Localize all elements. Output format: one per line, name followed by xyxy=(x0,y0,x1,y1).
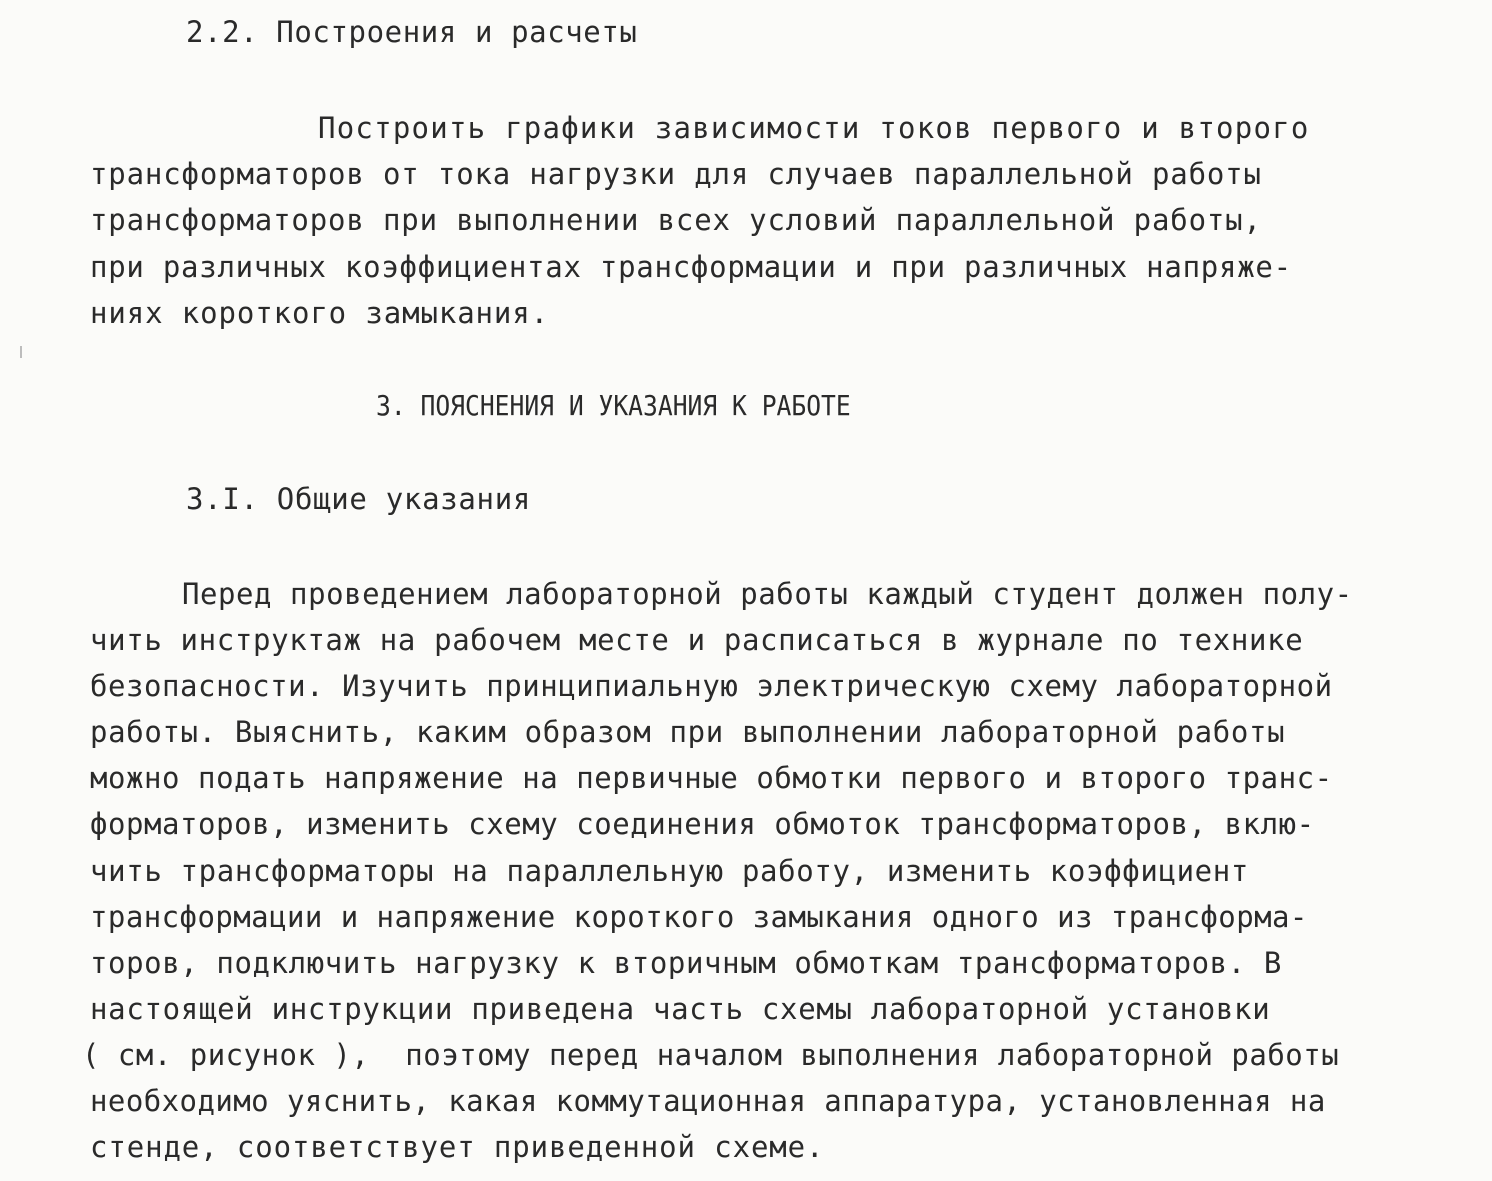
paragraph-line: ( см. рисунок ), поэтому перед началом выполнения лабораторной работы xyxy=(82,1038,1340,1072)
paragraph-line: работы. Выяснить, каким образом при выполнении лабораторной работы xyxy=(90,715,1286,749)
paragraph-line: Перед проведением лабораторной работы каждый студент должен полу- xyxy=(182,577,1353,611)
paragraph-line: чить инструктаж на рабочем месте и расписаться в журнале по технике xyxy=(90,623,1304,657)
paragraph-line: можно подать напряжение на первичные обмотки первого и второго транс- xyxy=(90,761,1333,795)
paragraph-line: торов, подключить нагрузку к вторичным обмоткам трансформаторов. В xyxy=(90,946,1282,980)
paragraph-line: настоящей инструкции приведена часть схемы лабораторной установки xyxy=(90,992,1271,1026)
paragraph-line: при различных коэффициентах трансформации и при различных напряже- xyxy=(90,250,1292,284)
margin-mark xyxy=(20,346,22,358)
paragraph-line: необходимо уяснить, какая коммутационная аппаратура, установленная на xyxy=(90,1084,1326,1118)
paragraph-line: ниях короткого замыкания. xyxy=(90,296,549,330)
section-2-2-heading: 2.2. Построения и расчеты xyxy=(186,15,638,49)
paragraph-line: безопасности. Изучить принципиальную электрическую схему лабораторной xyxy=(90,669,1333,703)
paragraph-line: трансформаторов от тока нагрузки для случаев параллельной работы xyxy=(90,157,1262,191)
section-3-heading: 3. ПОЯСНЕНИЯ И УКАЗАНИЯ К РАБОТЕ xyxy=(376,389,851,422)
paragraph-line: чить трансформаторы на параллельную работу, изменить коэффициент xyxy=(90,854,1250,888)
paragraph-line: стенде, соответствует приведенной схеме. xyxy=(90,1130,825,1164)
paragraph-line: трансформации и напряжение короткого замыкания одного из трансформа- xyxy=(90,900,1308,934)
paragraph-line: форматоров, изменить схему соединения обмоток трансформаторов, вклю- xyxy=(90,807,1315,841)
section-3-1-heading: 3.I. Общие указания xyxy=(186,482,532,516)
paragraph-line: трансформаторов при выполнении всех условий параллельной работы, xyxy=(90,203,1262,237)
paragraph-line: Построить графики зависимости токов первого и второго xyxy=(318,111,1310,145)
